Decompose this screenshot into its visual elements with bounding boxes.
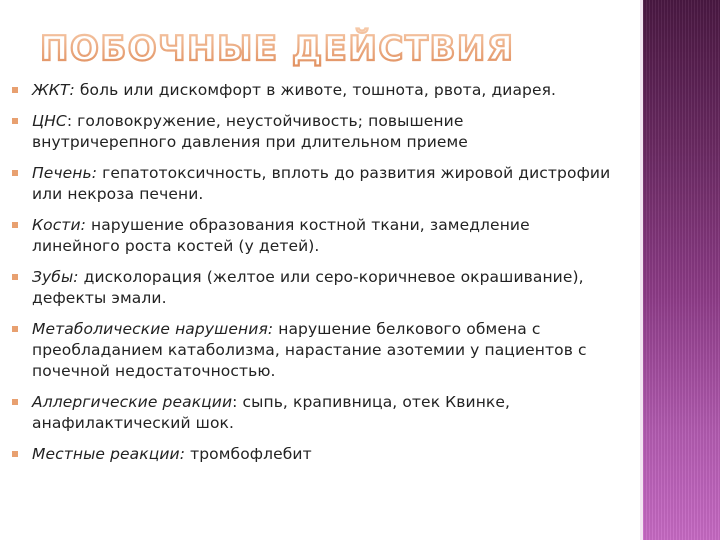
bullet-diamond-icon (12, 170, 18, 176)
bullet-term: Печень: (32, 164, 98, 182)
bullet-text: : сыпь, крапивница, отек Квинке, анафилактический шок. (32, 393, 511, 432)
bullet-item (12, 319, 612, 382)
bullet-item (12, 163, 612, 205)
bullet-text: нарушение образования костной ткани, замедление линейного роста костей (у детей). (32, 216, 530, 255)
bullet-text: : головокружение, неустойчивость; повышение внутричерепного давления при длительном приеме (32, 112, 468, 151)
bullet-diamond-icon (12, 326, 18, 332)
bullet-diamond-icon (12, 87, 18, 93)
bullet-term: ЦНС (32, 112, 67, 130)
bullet-diamond-icon (12, 274, 18, 280)
bullet-text: тромбофлебит (185, 445, 312, 463)
bullet-list (12, 80, 612, 475)
bullet-diamond-icon (12, 399, 18, 405)
bullet-diamond-icon (12, 222, 18, 228)
bullet-text: гепатотоксичность, вплоть до развития жировой дистрофии или некроза печени. (32, 164, 611, 203)
bullet-term: Зубы: (32, 268, 79, 286)
bullet-term: ЖКТ: (32, 81, 75, 99)
bullet-diamond-icon (12, 451, 18, 457)
bullet-item (12, 444, 612, 465)
bullet-term: Местные реакции: (32, 445, 186, 463)
bullet-item (12, 80, 612, 101)
bullet-text: нарушение белкового обмена с преобладанием катаболизма, нарастание азотемии у пациентов с почечной недостаточностью. (32, 320, 587, 380)
slide-title-text: ПОБОЧНЫЕ ДЕЙСТВИЯ (40, 29, 515, 68)
slide-title-svg (38, 22, 598, 68)
bullet-term: Метаболические нарушения: (32, 320, 274, 338)
bullet-item (12, 111, 612, 153)
decorative-sidebar (640, 0, 720, 540)
bullet-item (12, 215, 612, 257)
bullet-diamond-icon (12, 118, 18, 124)
bullet-term: Аллергические реакции (32, 393, 233, 411)
bullet-term: Кости: (32, 216, 86, 234)
sidebar-texture (640, 0, 720, 540)
sidebar-edge (640, 0, 643, 540)
bullet-item (12, 267, 612, 309)
bullet-text: боль или дискомфорт в животе, тошнота, рвота, диарея. (74, 81, 557, 99)
bullet-text: дисколорация (желтое или серо-коричневое окрашивание), дефекты эмали. (32, 268, 584, 307)
bullet-item (12, 392, 612, 434)
slide-title (38, 22, 598, 68)
